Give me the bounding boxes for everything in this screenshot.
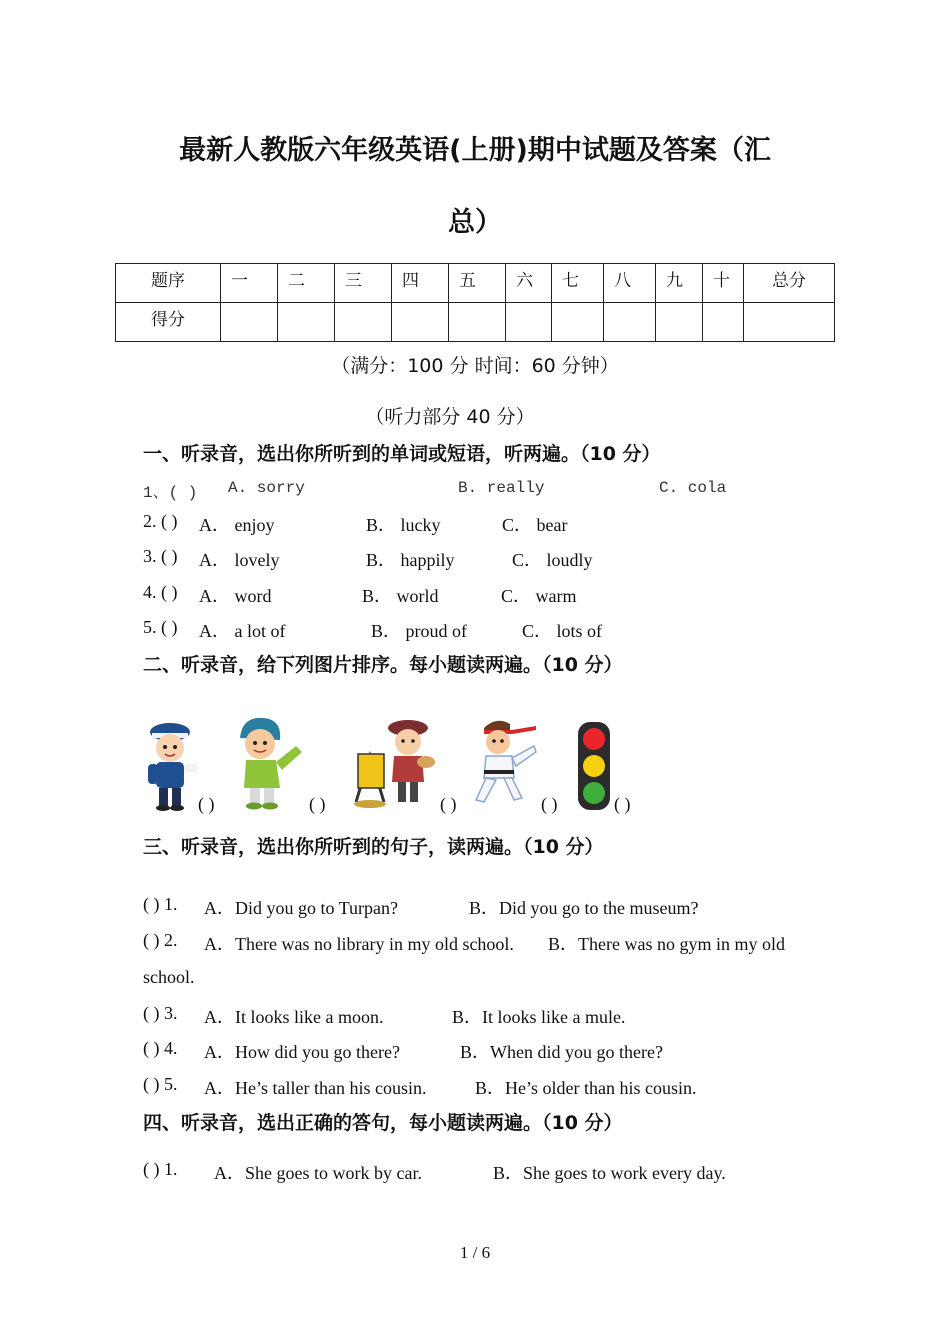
question-number: ( ) 3. — [143, 1003, 178, 1023]
answer-blank[interactable]: ( ) — [614, 794, 631, 814]
section1-heading: 一、听录音，选出你所听到的单词或短语，听两遍。（10 分） — [143, 443, 661, 465]
option-a: A．She goes to work by car. — [214, 1163, 422, 1183]
option-b: B．Did you go to the museum? — [469, 898, 699, 918]
score-header-cell: 十 — [703, 264, 744, 303]
option-c: C． lots of — [522, 621, 603, 641]
option-c: C． warm — [501, 586, 577, 606]
question-number: ( ) 2. — [143, 930, 178, 950]
boy-in-green-picture — [232, 716, 308, 812]
score-input-cell[interactable] — [552, 303, 604, 342]
score-table-score-row — [116, 303, 835, 342]
page-title-continued: 总） — [448, 207, 502, 238]
option-c: C. cola — [659, 479, 727, 497]
score-input-cell[interactable] — [278, 303, 335, 342]
page-title: 最新人教版六年级英语(上册)期中试题及答案（汇 — [179, 135, 771, 166]
section3-heading: 三、听录音，选出你所听到的句子，读两遍。（10 分） — [143, 836, 604, 858]
option-b: B．She goes to work every day. — [493, 1163, 726, 1183]
question-number: ( ) 4. — [143, 1038, 178, 1058]
option-a: A． a lot of — [199, 621, 286, 641]
score-header-cell: 九 — [656, 264, 703, 303]
police-officer-picture — [140, 718, 202, 812]
score-header-cell: 总分 — [744, 264, 835, 303]
score-input-cell[interactable] — [656, 303, 703, 342]
score-table-header-row — [116, 264, 835, 303]
score-input-cell[interactable] — [392, 303, 449, 342]
question-number: 3. ( ) — [143, 546, 178, 566]
score-row-label: 得分 — [116, 303, 221, 342]
karate-kid-picture — [470, 716, 542, 810]
score-table — [115, 263, 835, 342]
score-input-cell[interactable] — [744, 303, 835, 342]
option-a: A． enjoy — [199, 515, 275, 535]
answer-blank[interactable]: ( ) — [198, 794, 215, 814]
option-b: B． world — [362, 586, 439, 606]
score-header-cell: 六 — [506, 264, 552, 303]
question-number: ( ) 1. — [143, 894, 178, 914]
page-number: 1 / 6 — [459, 1243, 491, 1262]
score-input-cell[interactable] — [335, 303, 392, 342]
score-header-cell: 七 — [552, 264, 604, 303]
score-header-cell: 四 — [392, 264, 449, 303]
question-number: ( ) 5. — [143, 1074, 178, 1094]
option-a: A．He’s taller than his cousin. — [204, 1078, 427, 1098]
option-a: A． word — [199, 586, 272, 606]
traffic-light-picture — [576, 720, 612, 812]
score-header-cell: 一 — [221, 264, 278, 303]
score-header-cell: 五 — [449, 264, 506, 303]
score-header-cell: 三 — [335, 264, 392, 303]
option-b: B． lucky — [366, 515, 441, 535]
score-input-cell[interactable] — [703, 303, 744, 342]
question-number: 4. ( ) — [143, 582, 178, 602]
answer-blank[interactable]: ( ) — [309, 794, 326, 814]
full-score-info: （满分：100 分 时间：60 分钟） — [331, 355, 619, 377]
option-a: A. sorry — [228, 479, 305, 497]
option-b: B．When did you go there? — [460, 1042, 663, 1062]
option-a: A．It looks like a moon. — [204, 1007, 384, 1027]
option-b: B．There was no gym in my old — [548, 934, 785, 954]
option-a: A．There was no library in my old school. — [204, 934, 514, 954]
score-input-cell[interactable] — [604, 303, 656, 342]
score-header-cell: 八 — [604, 264, 656, 303]
option-b: B. really — [458, 479, 545, 497]
painter-at-easel-picture — [352, 716, 436, 810]
option-c: C． loudly — [512, 550, 593, 570]
option-b: B．It looks like a mule. — [452, 1007, 626, 1027]
score-input-cell[interactable] — [221, 303, 278, 342]
option-b: B． proud of — [371, 621, 467, 641]
option-b: B． happily — [366, 550, 455, 570]
option-c: C． bear — [502, 515, 568, 535]
option-a: A．Did you go to Turpan? — [204, 898, 399, 918]
option-a: A．How did you go there? — [204, 1042, 400, 1062]
question-number: 2. ( ) — [143, 511, 178, 531]
question-number: 1、( ) — [143, 484, 198, 502]
section4-heading: 四、听录音，选出正确的答句，每小题读两遍。（10 分） — [143, 1112, 623, 1134]
answer-blank[interactable]: ( ) — [541, 794, 558, 814]
answer-blank[interactable]: ( ) — [440, 794, 457, 814]
option-b: B．He’s older than his cousin. — [475, 1078, 697, 1098]
score-input-cell[interactable] — [449, 303, 506, 342]
option-b-wrap: school. — [143, 967, 195, 987]
question-number: 5. ( ) — [143, 617, 178, 637]
section2-heading: 二、听录音，给下列图片排序。每小题读两遍。（10 分） — [143, 654, 623, 676]
score-header-cell: 题序 — [116, 264, 221, 303]
option-a: A． lovely — [199, 550, 280, 570]
listening-part-label: （听力部分 40 分） — [365, 406, 535, 428]
score-header-cell: 二 — [278, 264, 335, 303]
score-input-cell[interactable] — [506, 303, 552, 342]
question-number: ( ) 1. — [143, 1159, 178, 1179]
